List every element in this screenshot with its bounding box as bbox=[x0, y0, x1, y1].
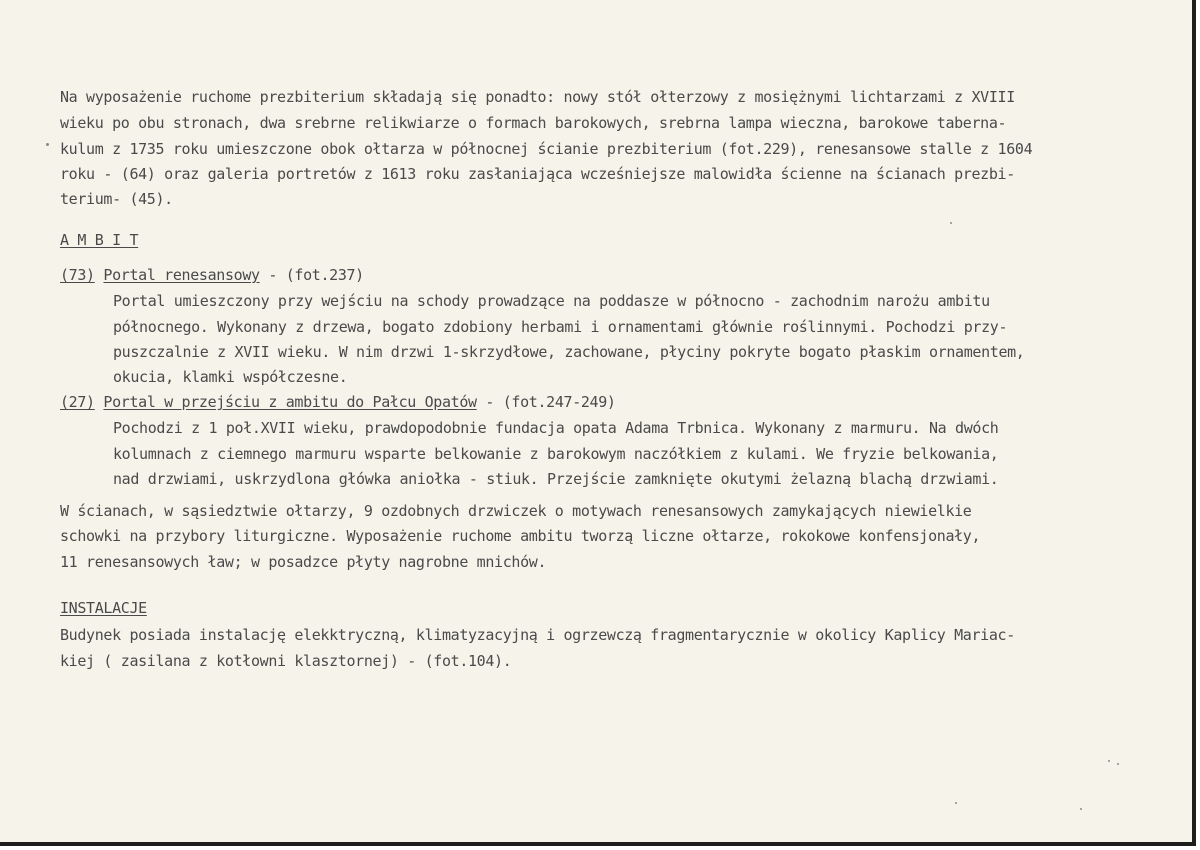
intro-line-5: terium- (45). bbox=[60, 190, 173, 208]
item1-body-line-4: okucia, klamki współczesne. bbox=[113, 368, 348, 386]
item2-title: Portal w przejściu z ambitu do Pałcu Opatów bbox=[103, 393, 477, 411]
intro-line-3: kulum z 1735 roku umieszczone obok ołtarza w północnej ścianie prezbiterium (fot.229), renesansowe stalle z 1604 bbox=[60, 140, 1033, 158]
instalacje-line-2: kiej ( zasilana z kotłowni klasztornej) - (fot.104). bbox=[60, 652, 512, 670]
intro-line-2: wieku po obu stronach, dwa srebrne relikwiarze o formach barokowych, srebrna lampa wieczna, barokowe taberna- bbox=[60, 114, 1007, 132]
item2-heading bbox=[60, 393, 616, 411]
item1-photo-ref: - (fot.237) bbox=[259, 266, 364, 284]
paper-speck bbox=[1080, 808, 1082, 810]
item1-number: (73) bbox=[60, 266, 95, 284]
intro-line-1: Na wyposażenie ruchome prezbiterium składają się ponadto: nowy stół ołterzowy z mosiężnymi lichtarzami z XVIII bbox=[60, 88, 1015, 106]
item1-body-line-3: puszczalnie z XVII wieku. W nim drzwi 1-skrzydłowe, zachowane, płyciny pokryte bogato płaskim ornamentem, bbox=[113, 343, 1025, 361]
ambit-closing-line-2: schowki na przybory liturgiczne. Wyposażenie ruchome ambitu tworzą liczne ołtarze, rokokowe konfensjonały, bbox=[60, 527, 981, 545]
paper-speck bbox=[955, 802, 957, 804]
paper-speck bbox=[1108, 760, 1110, 762]
item1-title: Portal renesansowy bbox=[103, 266, 260, 284]
instalacje-line-1: Budynek posiada instalację elekktryczną, klimatyzacyjną i ogrzewczą fragmentarycznie w okolicy Kaplicy Mariac- bbox=[60, 626, 1015, 644]
item1-body-line-1: Portal umieszczony przy wejściu na schody prowadzące na poddasze w północno - zachodnim narożu ambitu bbox=[113, 292, 990, 310]
ambit-closing-line-3: 11 renesansowych ław; w posadzce płyty nagrobne mnichów. bbox=[60, 553, 547, 571]
paper-speck bbox=[46, 143, 49, 146]
section-heading-instalacje: INSTALACJE bbox=[60, 599, 147, 617]
item2-body-line-1: Pochodzi z 1 poł.XVII wieku, prawdopodobnie fundacja opata Adama Trbnica. Wykonany z marmuru. Na dwóch bbox=[113, 419, 999, 437]
section-heading-ambit: A M B I T bbox=[60, 231, 139, 249]
item1-heading bbox=[60, 266, 364, 284]
paper-speck bbox=[950, 222, 952, 224]
intro-line-4: roku - (64) oraz galeria portretów z 1613 roku zasłaniająca wcześniejsze malowidła ścienne na ścianach prezbi- bbox=[60, 165, 1015, 183]
item2-photo-ref: - (fot.247-249) bbox=[476, 393, 616, 411]
ambit-closing-line-1: W ścianach, w sąsiedztwie ołtarzy, 9 ozdobnych drzwiczek o motywach renesansowych zamykających niewielkie bbox=[60, 502, 972, 520]
item2-body-line-2: kolumnach z ciemnego marmuru wsparte belkowanie z barokowym naczółkiem z kulami. We fryzie belkowania, bbox=[113, 445, 999, 463]
item2-body-line-3: nad drzwiami, uskrzydlona główka aniołka - stiuk. Przejście zamknięte okutymi żelazną blachą drzwiami. bbox=[113, 470, 999, 488]
paper-speck bbox=[1117, 763, 1119, 765]
item2-number: (27) bbox=[60, 393, 95, 411]
item1-body-line-2: północnego. Wykonany z drzewa, bogato zdobiony herbami i ornamentami głównie roślinnymi. Pochodzi przy- bbox=[113, 318, 1008, 336]
